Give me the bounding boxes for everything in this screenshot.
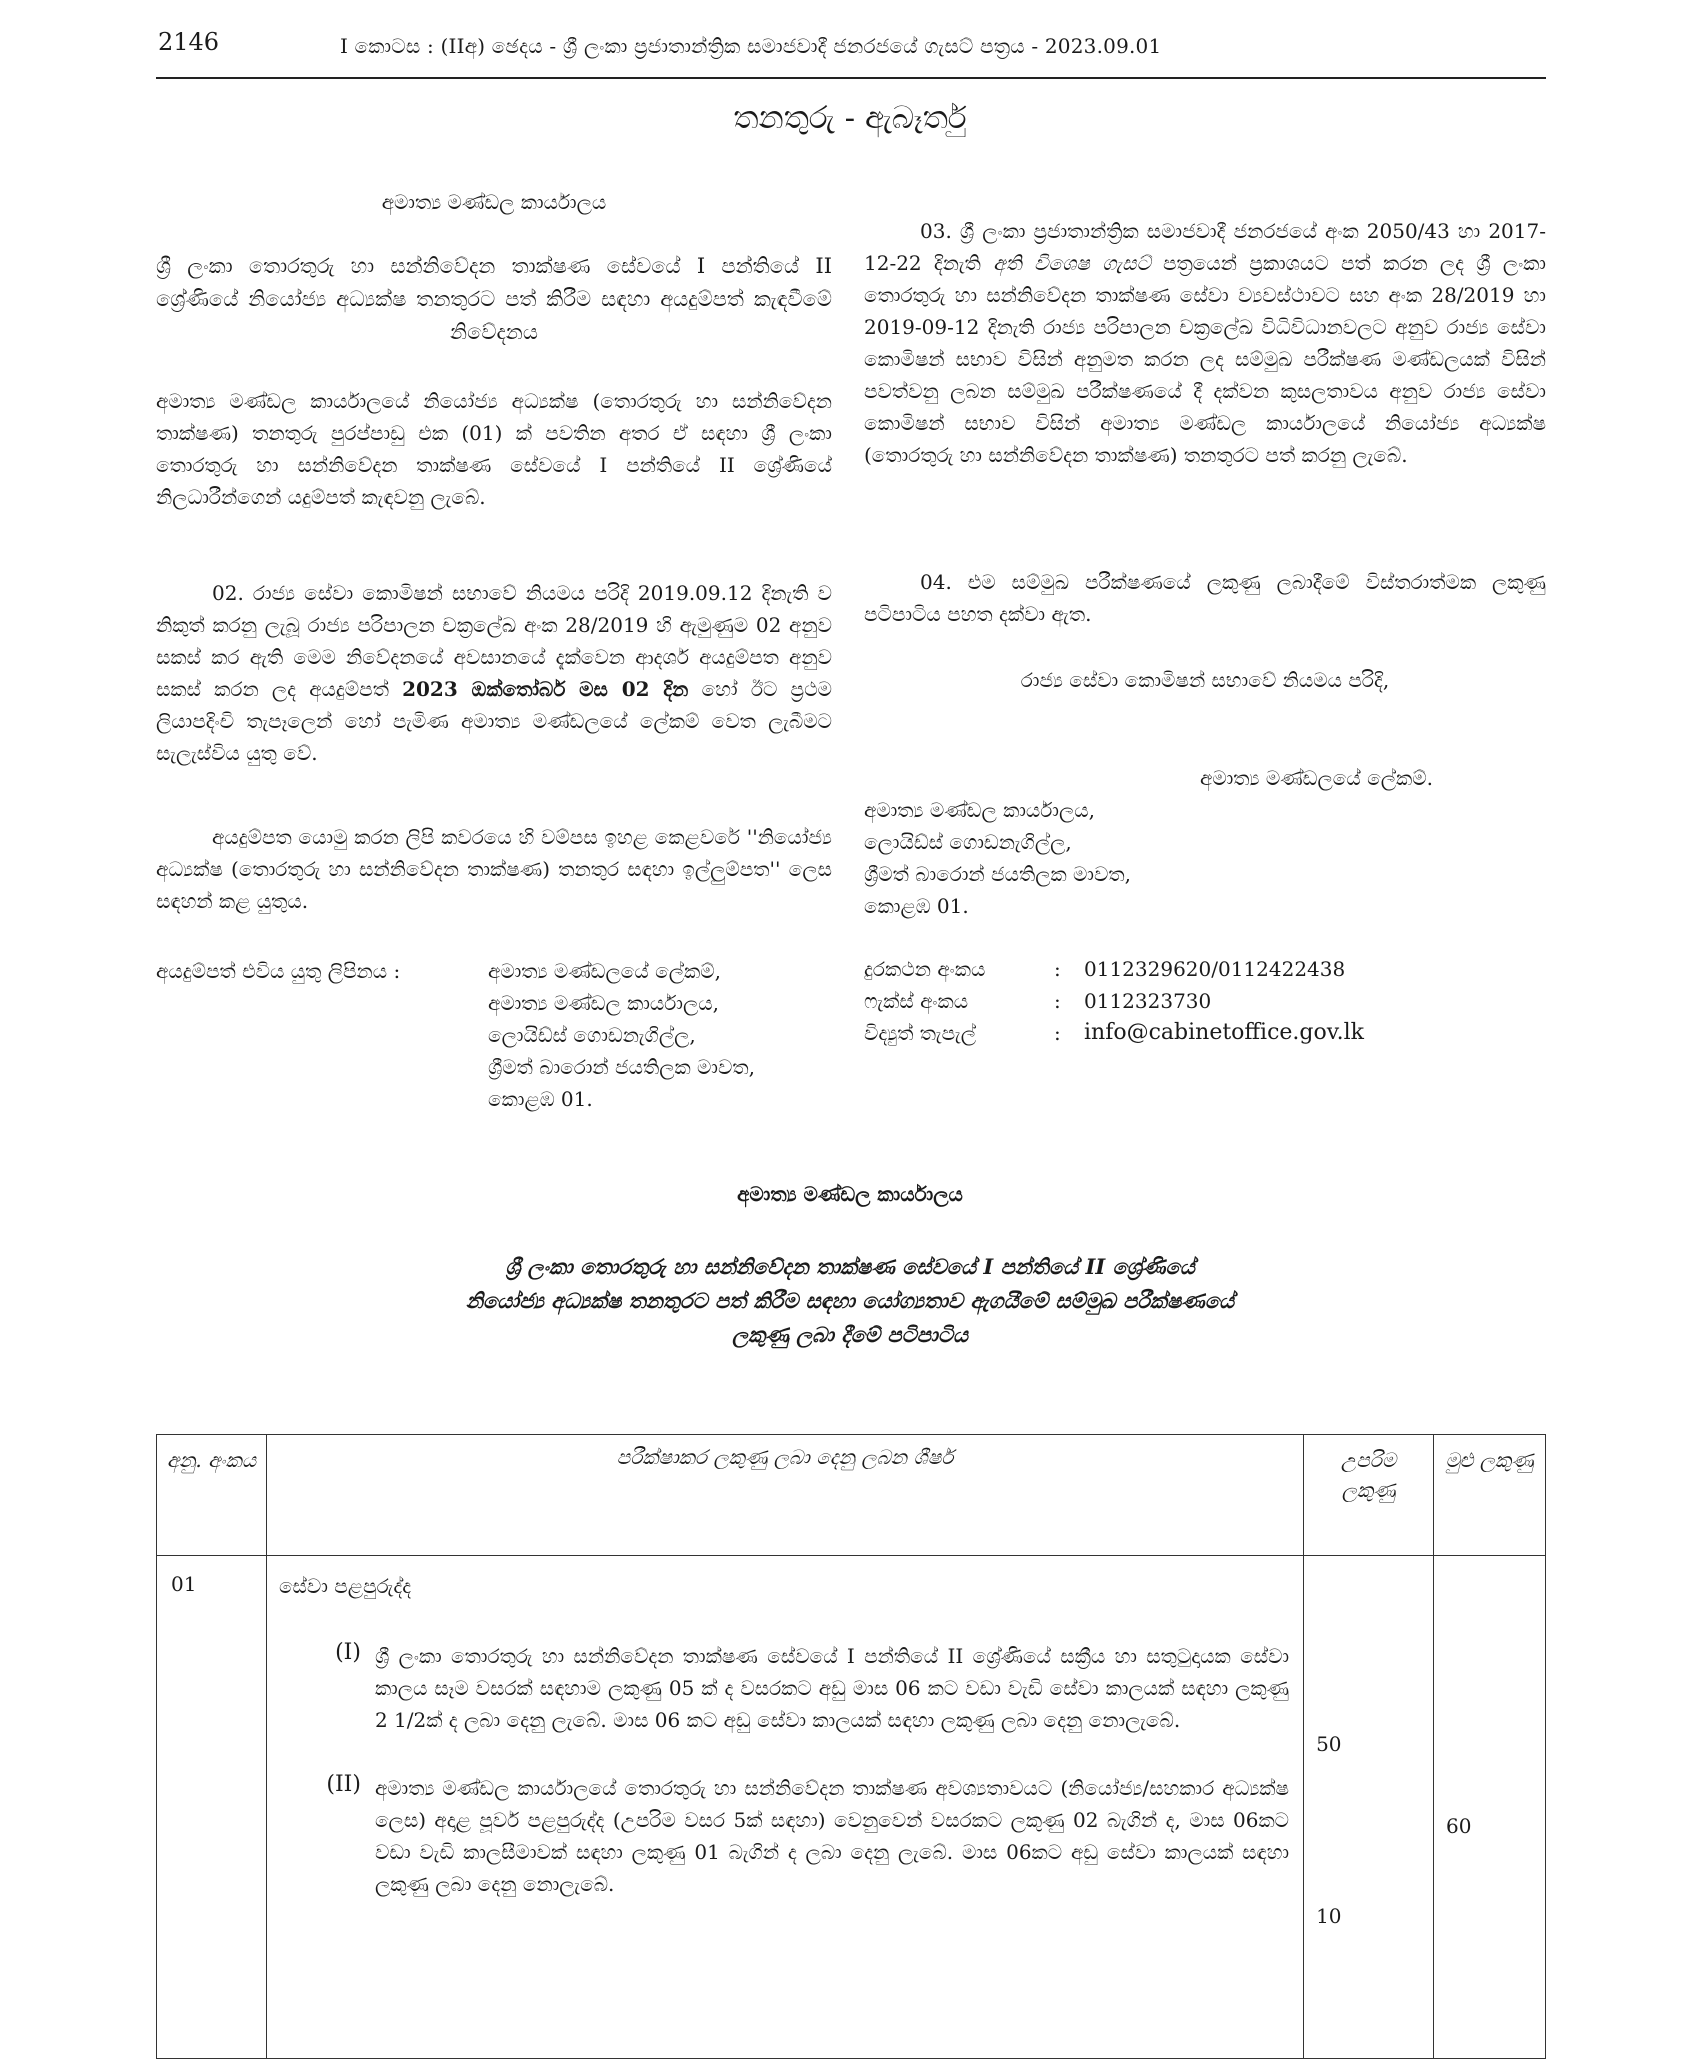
running-header: I කොටස : (IIඅ) ඡෙදය - ශ්‍රී ලංකා ප්‍රජාතාන්ත්‍රික සමාජවාදී ජනරජයේ ගැසට් පත්‍රය - 2023.09.01 (340, 34, 1162, 58)
fax-number: 0112323730 (1084, 989, 1212, 1013)
contact-label: විද්‍යුත් තැපැල් (864, 1021, 976, 1045)
schedule-title-line: ශ්‍රී ලංකා තොරතුරු හා සන්නිවේදන තාක්ෂණ සේවයේ I පන්තියේ II ශ්‍රේණියේ (505, 1254, 1195, 1279)
sub-item-text: ශ්‍රී ලංකා තොරතුරු හා සන්නිවේදන තාක්ෂණ සේවයේ I පන්තියේ II ශ්‍රේණියේ සක්‍රීය හා සතුටුදායක සේවා කාලය සෑම වසරක් සඳහාම ලකුණු 05 ක් ද වසරකට අඩු මාස 06 කට වඩා වැඩි සේවා කාලයක් සඳහා ලකුණු 2 1/2ක් ද ලබා දෙනු ලැබේ. මාස 06 කට අඩු සේවා කාලයක් සඳහා ලකුණු ලබා දෙනු නොලැබේ. (374, 1644, 1290, 1732)
header-max-marks: උපරිම ලකුණු (1304, 1435, 1434, 1556)
office-address-line: කොළඹ 01. (864, 894, 969, 918)
section-title: තනතුරු - ඇබෑර්තු (733, 100, 967, 136)
sub-item (279, 1640, 1303, 1736)
row-max-marks-cell (1304, 1556, 1434, 2059)
address-line: කොළඹ 01. (488, 1087, 593, 1111)
notice-paragraph-4 (864, 215, 1546, 471)
sub-item (279, 1772, 1303, 1900)
paragraph-2-part-b: හෝ ඊට ප්‍රථම ලියාපදිංචි තැපෑලෙන් හෝ පැමිණ අමාත්‍ය මණ්ඩලයේ ලේකම් වෙත ලැබීමට සැලැස්විය යුතු වේ. (156, 677, 833, 765)
row-heading: සේවා පළපුරුද්ද (278, 1574, 412, 1598)
paragraph-4-part-a: 03. ශ්‍රී ලංකා ප්‍රජාතාන්ත්‍රික සමාජවාදී ජනරජයේ අංක 2050/43 හා 2017-12-22 දිනැති (864, 219, 1546, 275)
paragraph-2-text (156, 577, 832, 769)
row-topic-cell (266, 1556, 1303, 2059)
contact-colon: : (1054, 989, 1061, 1013)
address-line: ලොයිඩ්ස් ගොඩනැගිල්ල, (488, 1023, 696, 1047)
notice-paragraph-2 (156, 577, 832, 769)
marks-table (156, 1434, 1546, 2059)
max-marks-value: 50 (1316, 1732, 1342, 1756)
email-address: info@cabinetoffice.gov.lk (1084, 1020, 1364, 1045)
header-rule (156, 77, 1546, 79)
notice-paragraph-1 (156, 385, 832, 513)
contact-row-phone (864, 953, 1546, 985)
schedule-office-heading: අමාත්‍ය මණ්ඩල කාර්යාලය (737, 1182, 963, 1206)
contact-details (864, 953, 1546, 1049)
address-lines (488, 955, 755, 1115)
paragraph-1-text: අමාත්‍ය මණ්ඩල කාර්යාලයේ නියෝජ්‍ය අධ්‍යක්ෂ (තොරතුරු හා සන්නිවේදන තාක්ෂණ) තනතුරු පුරප්පාඩු එක (01) ක් පවතින අතර ඒ සඳහා ශ්‍රී ලංකා තොරතුරු හා සන්නිවේදන තාක්ෂණ සේවයේ I පන්තියේ II ශ්‍රේණියේ නිලධාරීන්ගෙන් යදුම්පත් කැඳවනු ලැබේ. (156, 389, 832, 509)
notice-title-text: ශ්‍රී ලංකා තොරතුරු හා සන්නිවේදන තාක්ෂණ සේවයේ I පන්තියේ II ශ්‍රේණියේ නියෝජ්‍ය අධ්‍යක්ෂ තනතුරට පත් කිරීම සඳහා අයදුම්පත් කැඳවීමේ නිවේදනය (156, 254, 832, 344)
paragraph-2-part-a: 02. රාජ්‍ය සේවා කොමිෂන් සභාවේ නියමය පරිදි 2019.09.12 දිනැති ව නිකුත් කරනු ලැබූ රාජ්‍ය පරිපාලන චක්‍රලේඛ අංක 28/2019 හි ඇමුණුම 02 අනුව සකස් කර ඇති මෙම නිවේදනයේ අවසානයේ දැක්වෙන ආදර්ශ අයදුම්පත අනුව සකස් කරන ලද අයදුම්පත් (156, 581, 832, 701)
address-label: අයදුම්පත් එවිය යුතු ලිපිනය : (156, 959, 401, 983)
max-marks-value: 10 (1316, 1904, 1342, 1928)
address-line: අමාත්‍ය මණ්ඩලයේ ලේකම්, (488, 959, 721, 983)
schedule-title-line: නියෝජ්‍ය අධ්‍යක්ෂ තනතුරට පත් කිරීම සඳහා යෝග්‍යතාව ඇගයීමේ සම්මුඛ පරීක්ෂණයේ (465, 1288, 1235, 1313)
sub-item-text: අමාත්‍ය මණ්ඩල කාර්යාලයේ තොරතුරු හා සන්නිවේදන තාක්ෂණ අවශ්‍යතාවයට (නියෝජ්‍ය/සහකාර අධ්‍යක්ෂ ලෙස) අදාළ පූර්ව පළපුරුද්ද (උපරිම වසර 5ක් සඳහා) වෙනුවෙන් වසරකට ලකුණු 02 බැගින් ද, මාස 06කට වඩා වැඩි කාලසීමාවක් සඳහා ලකුණු 01 බැගින් ද ලබා දෙනු ලැබේ. මාස 06කට අඩු සේවා කාලයක් සඳහා ලකුණු ලබා දෙනු නොලැබේ. (374, 1776, 1290, 1896)
total-marks-value: 60 (1446, 1814, 1472, 1838)
contact-label: දුරකථන අංකය (864, 957, 986, 981)
table-row (157, 1556, 1546, 2059)
office-address-line: ශ්‍රීමත් බාරොන් ජයතිලක මාවත, (864, 862, 1131, 886)
page-number: 2146 (158, 28, 220, 56)
row-serial: 01 (157, 1556, 267, 2059)
office-address-line: අමාත්‍ය මණ්ඩල කාර්යාලය, (864, 798, 1095, 822)
application-address (156, 955, 832, 1115)
contact-row-email (864, 1017, 1546, 1049)
address-line: ශ්‍රීමත් බාරොන් ජයතිලක මාවත, (488, 1055, 755, 1079)
paragraph-4-part-b: පත්‍රයෙන් ප්‍රකාශයට පත් කරන ලද ශ්‍රී ලංකා තොරතුරු හා සන්නිවේදන තාක්ෂණ සේවා ව්‍යවස්ථාවට සහ අංක 28/2019 හා 2019-09-12 දිනැති රාජ්‍ය පරිපාලන චක්‍රලේඛ විධිවිධානවලට අනුව රාජ්‍ය සේවා කොමිෂන් සභාව විසින් අනුමත කරන ලද සම්මුඛ පරීක්ෂණ මණ්ඩලයක් විසින් පවත්වනු ලබන සම්මුඛ පරීක්ෂණයේ දී දක්වන කුසලතාවය අනුව රාජ්‍ය සේවා කොමිෂන් සභාව විසින් අමාත්‍ය මණ්ඩල කාර්යාලයේ නියෝජ්‍ය අධ්‍යක්ෂ (තොරතුරු හා සන්නිවේදන තාක්ෂණ) තනතුරට පත් කරනු ලැබේ. (864, 251, 1546, 467)
schedule-title (0, 1250, 1700, 1352)
phone-number: 0112329620/0112422438 (1084, 957, 1346, 981)
notice-paragraph-3 (156, 821, 832, 917)
notice-office-heading: අමාත්‍ය මණ්ඩල කාර්යාලය (381, 190, 607, 214)
office-address-line: ලොයිඩ්ස් ගොඩනැගිල්ල, (864, 830, 1072, 854)
header-topic: පරීක්ෂාකර ලකුණු ලබා දෙනු ලබන ශීර්ෂ (266, 1435, 1303, 1556)
signatory: අමාත්‍ය මණ්ඩලයේ ලේකම්. (1200, 766, 1433, 790)
paragraph-3-text: අයදුම්පත යොමු කරන ලිපි කවරයෙ හි වම්පස ඉහළ කෙළවරේ ''නියෝජ්‍ය අධ්‍යක්ෂ (තොරතුරු හා සන්නිවේදන තාක්ෂණ) තනතුර සඳහා ඉල්ලුම්පත'' ලෙස සඳහන් කළ යුතුය. (156, 825, 832, 913)
contact-colon: : (1054, 1021, 1061, 1045)
sub-item-number: (II) (326, 1772, 361, 1797)
table-header-row (157, 1435, 1546, 1556)
contact-label: ෆැක්ස් අංකය (864, 989, 969, 1013)
address-line: අමාත්‍ය මණ්ඩල කාර්යාලය, (488, 991, 719, 1015)
paragraph-4-text (864, 215, 1546, 471)
schedule-title-line: ලකුණු ලබා දීමේ පටිපාටිය (732, 1322, 968, 1347)
deadline-date: 2023 ඔක්තෝබර් මස 02 දින (402, 677, 689, 701)
notice-paragraph-5 (864, 566, 1546, 630)
notice-title (156, 250, 832, 349)
header-serial: අනු. අංකය (157, 1435, 267, 1556)
contact-row-fax (864, 985, 1546, 1017)
office-address (864, 794, 1546, 922)
row-total-marks-cell (1434, 1556, 1546, 2059)
psc-order-line: රාජ්‍ය සේවා කොමිෂන් සභාවේ නියමය පරිදි, (1020, 668, 1390, 692)
extraordinary-gazette: අති විශෙෂ ගැසට් (993, 251, 1151, 275)
contact-colon: : (1054, 957, 1061, 981)
paragraph-5-text: 04. එම සම්මුඛ පරීක්ෂණයේ ලකුණු ලබාදීමේ විස්තරාත්මක ලකුණු පටිපාටිය පහත දක්වා ඇත. (864, 570, 1546, 626)
sub-item-number: (I) (335, 1640, 361, 1665)
header-total-marks: මුළු ලකුණු (1434, 1435, 1546, 1556)
